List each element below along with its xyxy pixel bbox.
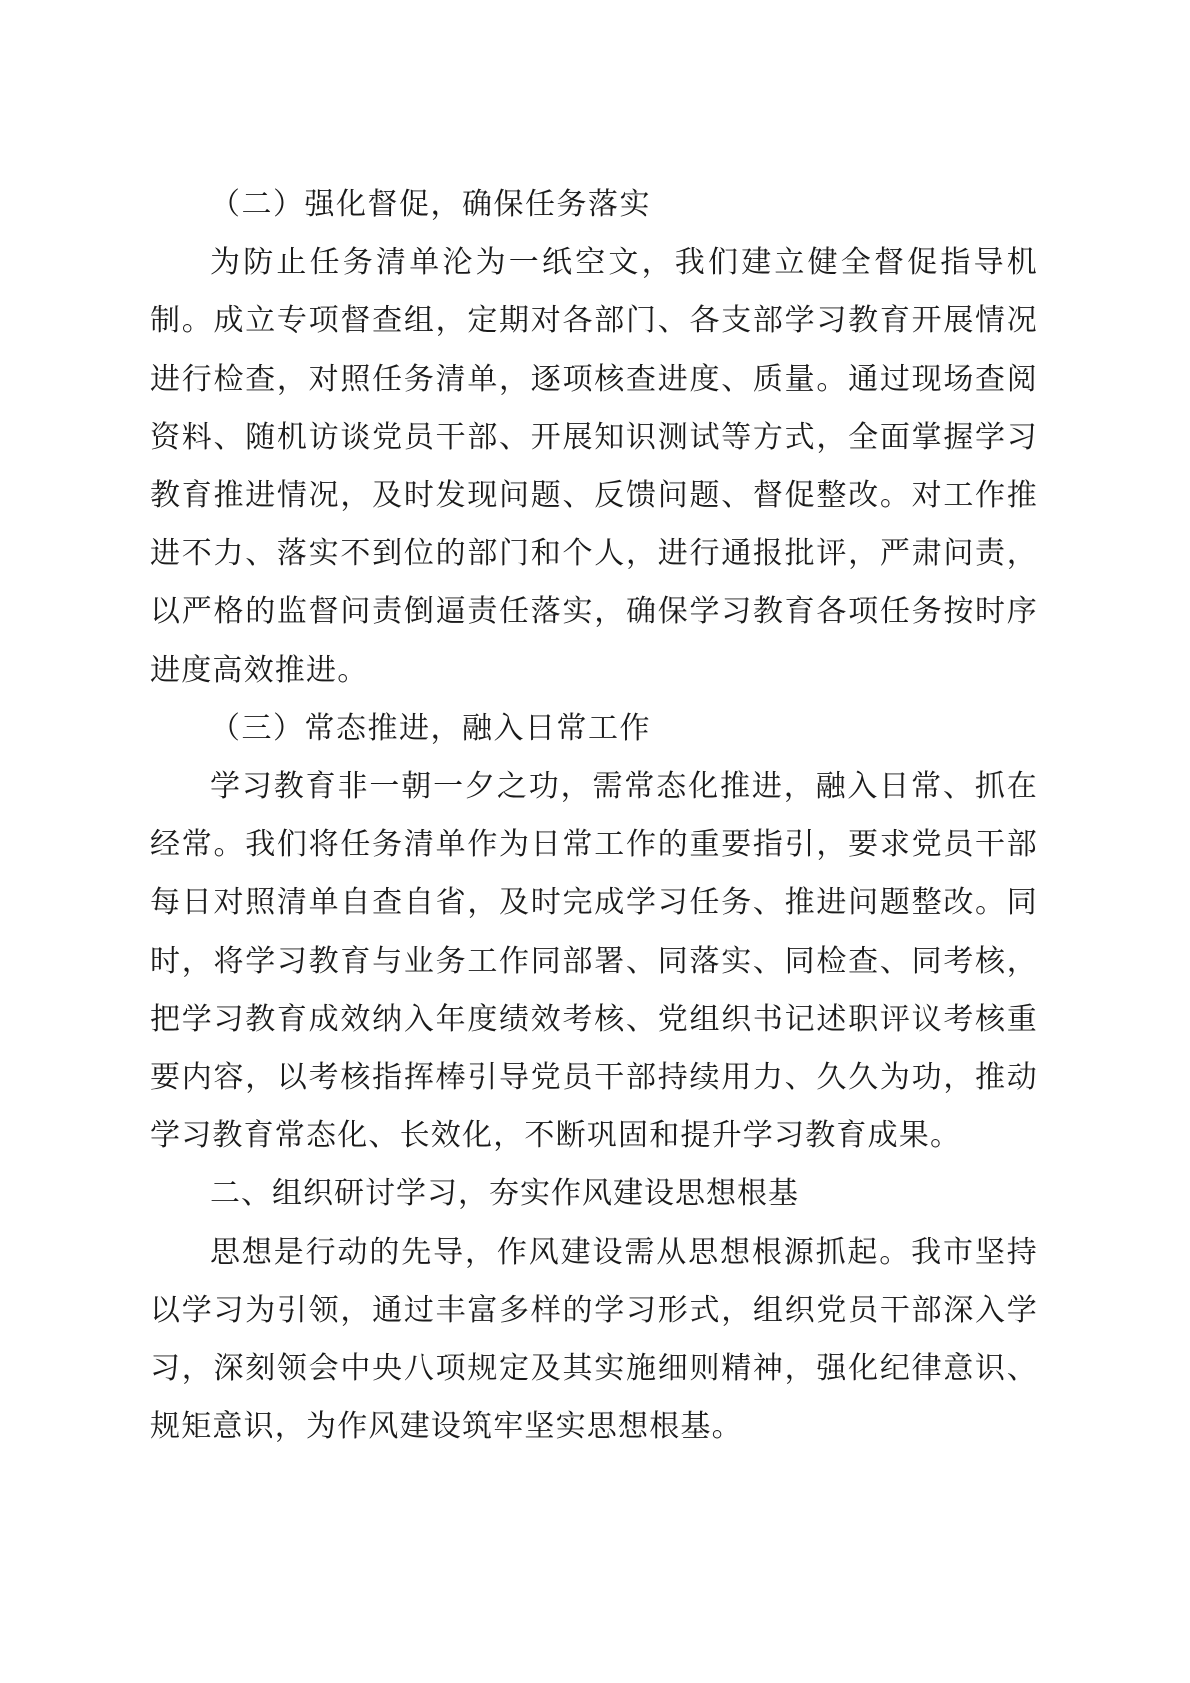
- subsection-heading-supervision: （二）强化督促，确保任务落实: [210, 187, 651, 222]
- document-body: [150, 176, 1038, 1456]
- paragraph-study-discussion: 思想是行动的先导，作风建设需从思想根源抓起。我市坚持以学习为引领，通过丰富多样的学习形式，组织党员干部深入学习，深刻领会中央八项规定及其实施细则精神，强化纪律意识、规矩意识，为作风建设筑牢坚实思想根基。: [150, 1234, 1038, 1445]
- subsection-heading-normalization: （三）常态推进，融入日常工作: [210, 710, 651, 746]
- paragraph-normalization: 学习教育非一朝一夕之功，需常态化推进，融入日常、抓在经常。我们将任务清单作为日常工作的重要指引，要求党员干部每日对照清单自查自省，及时完成学习任务、推进问题整改。同时，将学习教育与业务工作同部署、同落实、同检查、同考核，把学习教育成效纳入年度绩效考核、党组织书记述职评议考核重要内容，以考核指挥棒引导党员干部持续用力、久久为功，推动学习教育常态化、长效化，不断巩固和提升学习教育成果。: [150, 769, 1038, 1154]
- paragraph-supervision: 为防止任务清单沦为一纸空文，我们建立健全督促指导机制。成立专项督查组，定期对各部门、各支部学习教育开展情况进行检查，对照任务清单，逐项核查进度、质量。通过现场查阅资料、随机访谈党员干部、开展知识测试等方式，全面掌握学习教育推进情况，及时发现问题、反馈问题、督促整改。对工作推进不力、落实不到位的部门和个人，进行通报批评，严肃问责，以严格的监督问责倒逼责任落实，确保学习教育各项任务按时序进度高效推进。: [150, 245, 1038, 688]
- section-heading-study-discussion: 二、组织研讨学习，夯实作风建设思想根基: [210, 1176, 799, 1212]
